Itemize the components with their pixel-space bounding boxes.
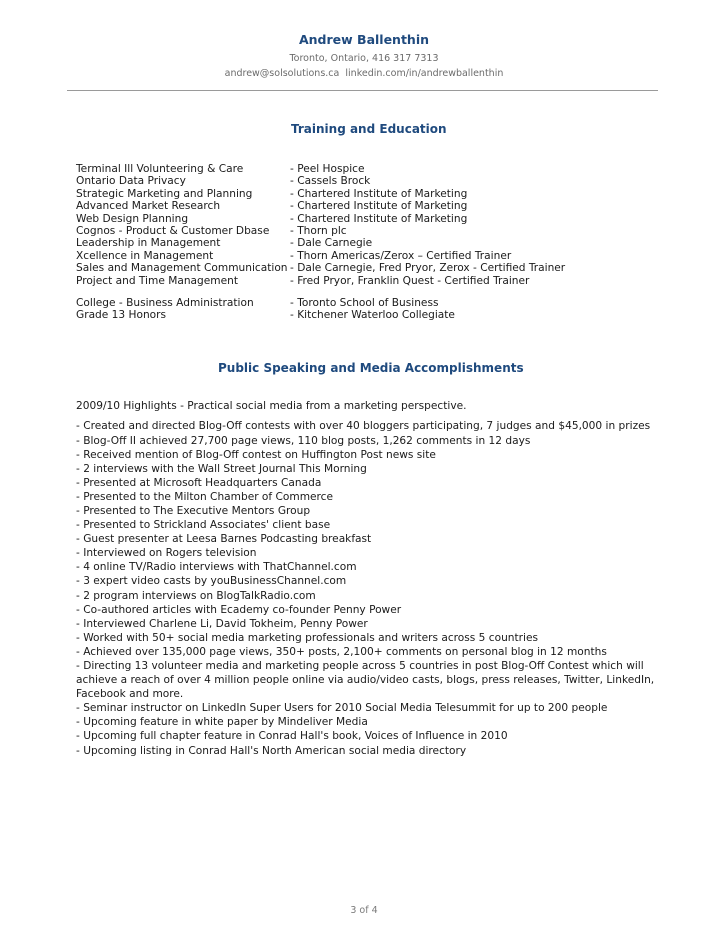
accomplishment-item: - Co-authored articles with Ecademy co-founder Penny Power bbox=[76, 603, 402, 616]
accomplishment-item: - Worked with 50+ social media marketing professionals and writers across 5 countries bbox=[76, 631, 539, 644]
training-row bbox=[76, 275, 676, 287]
accomplishment-item: - Interviewed on Rogers television bbox=[76, 547, 257, 560]
accomplishment-list bbox=[76, 419, 656, 757]
course-provider: - Kitchener Waterloo Collegiate bbox=[290, 309, 455, 322]
course-name: Ontario Data Privacy bbox=[76, 175, 186, 188]
email-link[interactable]: andrew@solsolutions.ca bbox=[224, 68, 340, 79]
accomplishment-item: - Upcoming listing in Conrad Hall's North American social media directory bbox=[76, 744, 467, 757]
accomplishment-item: - Created and directed Blog-Off contests with over 40 bloggers participating, 7 judges and $45,000 in prizes bbox=[76, 420, 651, 433]
header-divider bbox=[67, 90, 658, 91]
accomplishment-item: - Presented to The Executive Mentors Group bbox=[76, 504, 311, 517]
speaking-section-title: Public Speaking and Media Accomplishments bbox=[218, 361, 524, 375]
accomplishment-item: - 3 expert video casts by youBusinessChannel.com bbox=[76, 575, 347, 588]
highlights-line: 2009/10 Highlights - Practical social media from a marketing perspective. bbox=[76, 400, 467, 412]
training-row bbox=[76, 175, 676, 187]
accomplishment-item: - Blog-Off II achieved 27,700 page views, 110 blog posts, 1,262 comments in 12 days bbox=[76, 434, 531, 447]
course-provider: - Toronto School of Business bbox=[290, 296, 439, 309]
course-provider: - Peel Hospice bbox=[290, 163, 365, 175]
training-section-title: Training and Education bbox=[291, 122, 447, 136]
course-provider: - Chartered Institute of Marketing bbox=[290, 212, 468, 225]
accomplishment-item: - 4 online TV/Radio interviews with ThatChannel.com bbox=[76, 561, 357, 574]
course-name: Xcellence in Management bbox=[76, 249, 214, 262]
accomplishment-item: - Presented at Microsoft Headquarters Canada bbox=[76, 476, 322, 489]
accomplishment-item: - Upcoming feature in white paper by Mindeliver Media bbox=[76, 716, 368, 729]
course-provider: - Dale Carnegie bbox=[290, 237, 373, 250]
course-name: Project and Time Management bbox=[76, 274, 238, 287]
course-name: Advanced Market Research bbox=[76, 200, 221, 213]
course-provider: - Chartered Institute of Marketing bbox=[290, 200, 468, 213]
accomplishment-item: - Upcoming full chapter feature in Conrad Hall's book, Voices of Influence in 2010 bbox=[76, 730, 508, 743]
course-name: College - Business Administration bbox=[76, 296, 254, 309]
training-row bbox=[76, 163, 676, 175]
course-provider: - Dale Carnegie, Fred Pryor, Zerox - Certified Trainer bbox=[290, 262, 566, 275]
course-provider: - Chartered Institute of Marketing bbox=[290, 187, 468, 200]
course-name: Web Design Planning bbox=[76, 212, 189, 225]
accomplishment-item: - Presented to Strickland Associates' client base bbox=[76, 519, 331, 532]
training-row bbox=[76, 225, 676, 237]
page-number: 3 of 4 bbox=[350, 905, 378, 916]
accomplishment-item: - Presented to the Milton Chamber of Commerce bbox=[76, 490, 334, 503]
accomplishment-item: - 2 interviews with the Wall Street Journal This Morning bbox=[76, 462, 367, 475]
accomplishment-item: - Interviewed Charlene Li, David Tokheim, Penny Power bbox=[76, 617, 368, 630]
accomplishment-item: - Received mention of Blog-Off contest on Huffington Post news site bbox=[76, 448, 436, 461]
accomplishment-item: - Directing 13 volunteer media and marketing people across 5 countries in post Blog-Off Contest which will achieve a reach of over 4 million people online via audio/video casts, blogs, press releases, Twitter, LinkedIn, Facebook and more. bbox=[76, 660, 655, 701]
course-provider: - Thorn plc bbox=[290, 224, 347, 237]
course-provider: - Thorn Americas/Zerox – Certified Trainer bbox=[290, 249, 512, 262]
contact-links bbox=[0, 67, 728, 80]
course-name: Leadership in Management bbox=[76, 237, 221, 250]
candidate-name: Andrew Ballenthin bbox=[298, 32, 430, 47]
training-row bbox=[76, 262, 676, 274]
course-name: Grade 13 Honors bbox=[76, 309, 167, 322]
course-name: Strategic Marketing and Planning bbox=[76, 187, 253, 200]
training-row bbox=[76, 200, 676, 212]
accomplishment-item: - Guest presenter at Leesa Barnes Podcasting breakfast bbox=[76, 533, 372, 546]
course-provider: - Fred Pryor, Franklin Quest - Certified Trainer bbox=[290, 274, 530, 287]
training-row bbox=[76, 237, 676, 249]
training-row bbox=[76, 188, 676, 200]
course-name: Sales and Management Communication bbox=[76, 262, 288, 275]
course-provider: - Cassels Brock bbox=[290, 175, 371, 188]
speaking-section bbox=[76, 400, 656, 758]
course-name: Terminal Ill Volunteering & Care bbox=[76, 163, 244, 175]
accomplishment-item: - Seminar instructor on LinkedIn Super Users for 2010 Social Media Telesummit for up to 200 people bbox=[76, 702, 608, 715]
resume-header bbox=[0, 32, 728, 80]
course-name: Cognos - Product & Customer Dbase bbox=[76, 224, 270, 237]
location-phone: Toronto, Ontario, 416 317 7313 bbox=[289, 53, 439, 64]
accomplishment-item: - 2 program interviews on BlogTalkRadio.com bbox=[76, 589, 316, 602]
linkedin-link[interactable]: linkedin.com/in/andrewballenthin bbox=[345, 68, 504, 79]
training-row bbox=[76, 309, 676, 321]
accomplishment-item: - Achieved over 135,000 page views, 350+ posts, 2,100+ comments on personal blog in 12 months bbox=[76, 645, 607, 658]
training-row bbox=[76, 213, 676, 225]
training-row bbox=[76, 250, 676, 262]
training-list bbox=[76, 163, 676, 322]
training-row bbox=[76, 297, 676, 309]
